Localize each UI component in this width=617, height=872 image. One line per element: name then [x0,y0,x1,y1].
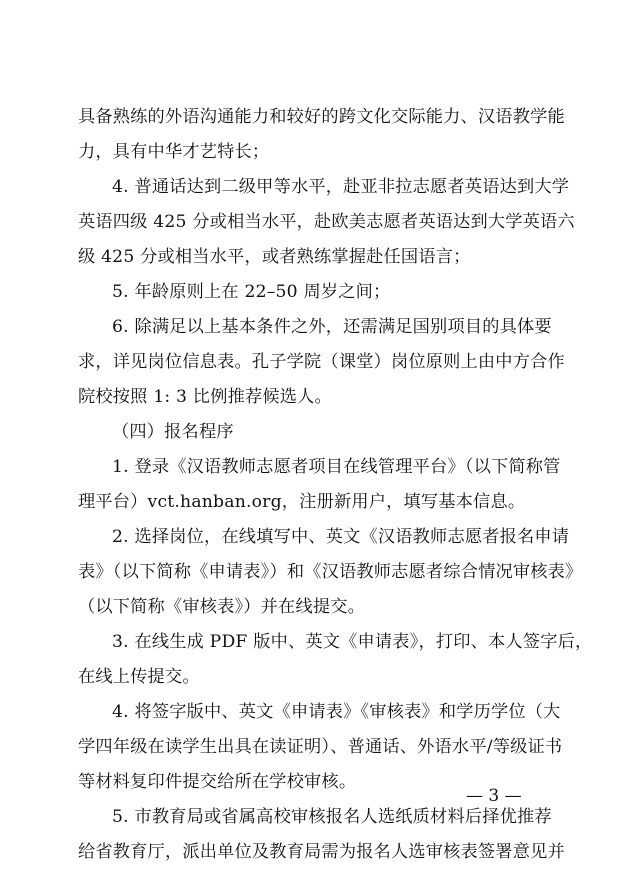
text-line-15: （以下简称《审核表》）并在线提交。 [78,597,365,617]
text-line-8: 求，详见岗位信息表。孔子学院（课堂）岗位原则上由中方合作 [78,352,565,372]
text-line-7: 6. 除满足以上基本条件之外，还需满足国别项目的具体要 [112,317,552,337]
text-line-12: 理平台）vct.hanban.org，注册新用户，填写基本信息。 [78,492,526,512]
text-line-6: 5. 年龄原则上在 22–50 周岁之间； [112,282,391,302]
text-line-9: 院校按照 1: 3 比例推荐候选人。 [78,387,332,407]
text-line-4: 英语四级 425 分或相当水平，赴欧美志愿者英语达到大学英语六 [78,212,575,232]
text-line-16: 3. 在线生成 PDF 版中、英文《申请表》，打印、本人签字后， [112,632,593,652]
page-number: — 3 — [466,786,522,806]
text-line-1: 具备熟练的外语沟通能力和较好的跨文化交际能力、汉语教学能 [78,107,565,127]
section-heading: （四）报名程序 [112,422,234,442]
text-line-18: 4. 将签字版中、英文《申请表》《审核表》和学历学位（大 [112,702,561,722]
text-line-13: 2. 选择岗位，在线填写中、英文《汉语教师志愿者报名申请 [112,527,570,547]
text-line-11: 1. 登录《汉语教师志愿者项目在线管理平台》（以下简称管 [112,457,561,477]
text-line-5: 级 425 分或相当水平，或者熟练掌握赴任国语言； [78,247,471,267]
text-line-2: 力，具有中华才艺特长； [78,142,270,162]
text-line-22: 给省教育厅，派出单位及教育局需为报名人选审核表签署意见并 [78,842,565,862]
text-line-19: 学四年级在读学生出具在读证明）、普通话、外语水平/等级证书 [78,737,563,757]
text-line-20: 等材料复印件提交给所在学校审核。 [78,772,357,792]
text-line-3: 4. 普通话达到二级甲等水平，赴亚非拉志愿者英语达到大学 [112,177,570,197]
text-line-21: 5. 市教育局或省属高校审核报名人选纸质材料后择优推荐 [112,807,552,827]
text-line-14: 表》（以下简称《申请表》）和《汉语教师志愿者综合情况审核表》 [78,562,583,582]
text-line-17: 在线上传提交。 [78,667,200,687]
